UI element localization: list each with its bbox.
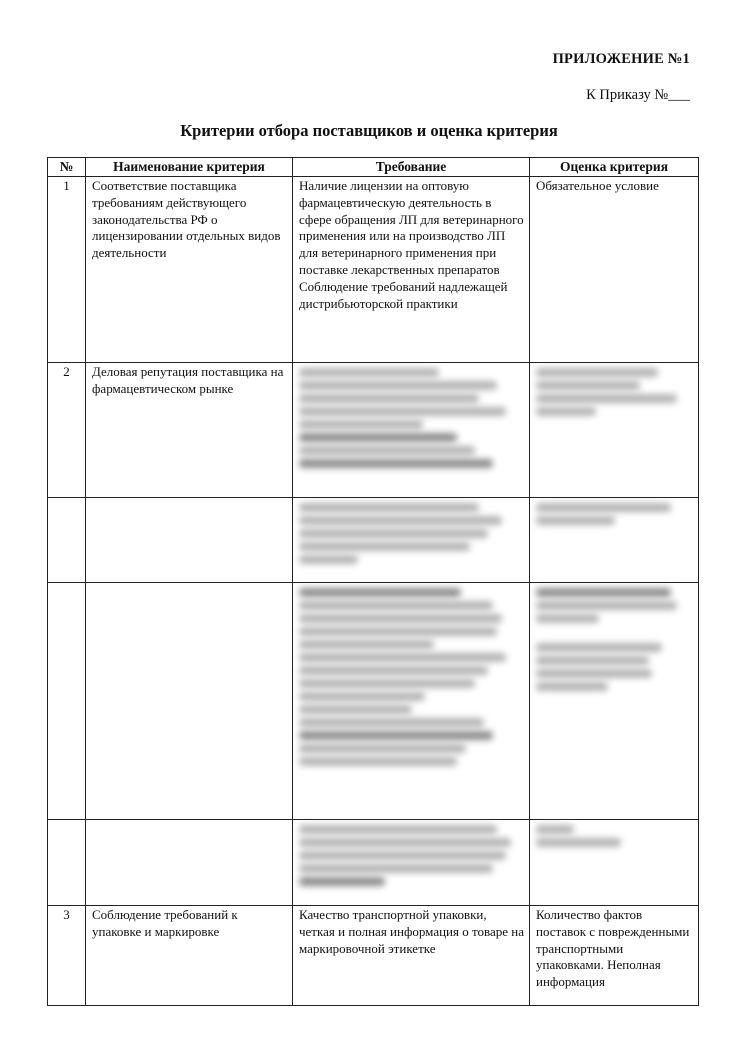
- table-row: [48, 498, 699, 583]
- column-header-requirement: Требование: [293, 158, 530, 177]
- criterion-cell: Соответствие поставщика требованиям действующего законодательства РФ о лицензировании отдельных видов деятельности: [86, 177, 293, 363]
- empty-cell: [48, 498, 86, 583]
- requirement-cell-redacted: [293, 820, 530, 906]
- empty-cell: [48, 583, 86, 820]
- requirement-text: Наличие лицензии на оптовую фармацевтическую деятельность в сфере обращения ЛП для ветеринарного применения или на производство ЛП для ветеринарного применения при поставке лекарственных препаратов: [299, 178, 524, 277]
- empty-cell: [86, 583, 293, 820]
- column-header-number: №: [48, 158, 86, 177]
- assessment-cell-redacted: [530, 363, 699, 498]
- requirement-cell-redacted: [293, 583, 530, 820]
- table-header-row: [48, 158, 699, 177]
- assessment-cell: Обязательное условие: [530, 177, 699, 363]
- criterion-cell: Деловая репутация поставщика на фармацевтическом рынке: [86, 363, 293, 498]
- order-reference: К Приказу №___: [586, 87, 690, 103]
- requirement-cell-redacted: [293, 363, 530, 498]
- table-row: [48, 583, 699, 820]
- column-header-criterion: Наименование критерия: [86, 158, 293, 177]
- row-number: 3: [48, 906, 86, 1006]
- row-number: 1: [48, 177, 86, 363]
- empty-cell: [48, 820, 86, 906]
- table-row: [48, 906, 699, 1006]
- document-title: Критерии отбора поставщиков и оценка критерия: [180, 121, 558, 140]
- criteria-table: [47, 157, 699, 1006]
- assessment-cell: Количество фактов поставок с поврежденными транспортными упаковками. Неполная информация: [530, 906, 699, 1006]
- requirement-cell-redacted: [293, 498, 530, 583]
- empty-cell: [86, 498, 293, 583]
- row-number: 2: [48, 363, 86, 498]
- empty-cell: [86, 820, 293, 906]
- assessment-cell-redacted: [530, 498, 699, 583]
- criterion-cell: Соблюдение требований к упаковке и маркировке: [86, 906, 293, 1006]
- requirement-text: Соблюдение требований надлежащей дистрибьюторской практики: [299, 278, 508, 311]
- assessment-cell-redacted: [530, 583, 699, 820]
- table-row: [48, 177, 699, 363]
- assessment-cell-redacted: [530, 820, 699, 906]
- table-row: [48, 363, 699, 498]
- requirement-cell: [293, 177, 530, 363]
- column-header-assessment: Оценка критерия: [530, 158, 699, 177]
- table-row: [48, 820, 699, 906]
- appendix-label: ПРИЛОЖЕНИЕ №1: [552, 51, 690, 67]
- requirement-cell: Качество транспортной упаковки, четкая и полная информация о товаре на маркировочной этикетке: [293, 906, 530, 1006]
